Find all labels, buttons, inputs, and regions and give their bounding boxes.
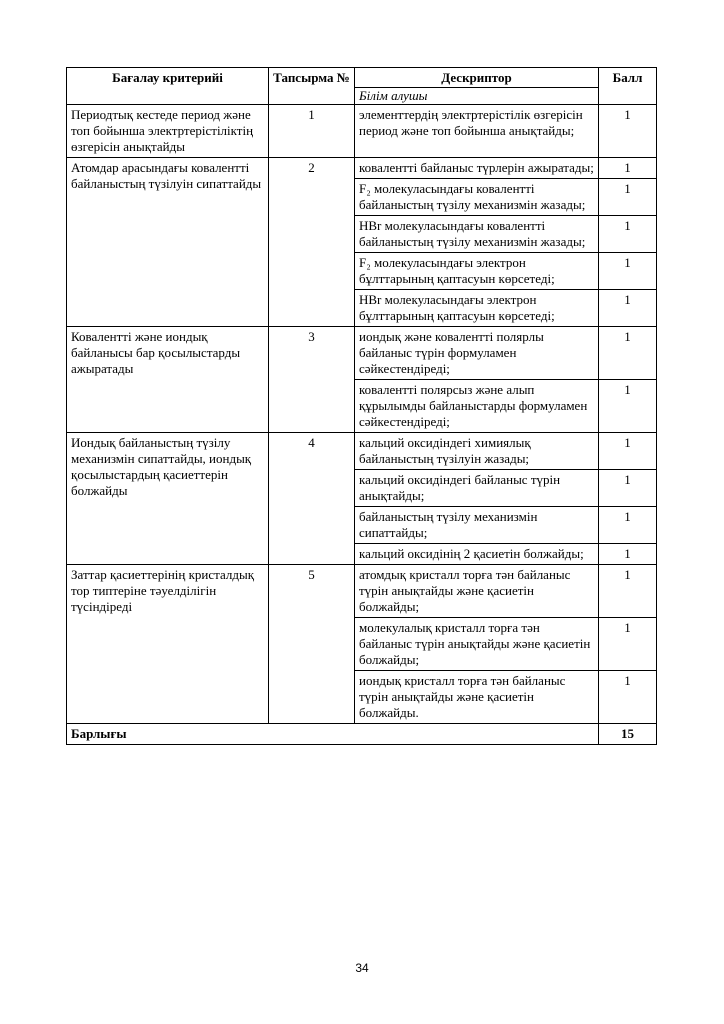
task-number-cell: 3	[269, 327, 355, 433]
score-cell: 1	[599, 433, 657, 470]
descriptor-cell: молекулалық кристалл торға тән байланыс түрін анықтайды және қасиетін болжайды;	[355, 618, 599, 671]
score-cell: 1	[599, 671, 657, 724]
page-number: 34	[355, 961, 369, 975]
descriptor-cell: байланыстың түзілу механизмін сипаттайды;	[355, 507, 599, 544]
descriptor-cell: элементтердің электртерістілік өзгерісін период және топ бойынша анықтайды;	[355, 105, 599, 158]
criterion-cell: Ковалентті және иондық байланысы бар қосылыстарды ажыратады	[67, 327, 269, 433]
score-cell: 1	[599, 470, 657, 507]
task-number-cell: 5	[269, 565, 355, 724]
descriptor-cell: F₂ молекуласындағы электрон бұлттарының қаптасуын көрсетеді;	[355, 253, 599, 290]
score-cell: 1	[599, 216, 657, 253]
header-descriptor: Дескриптор	[355, 68, 599, 88]
criterion-cell: Заттар қасиеттерінің кристалдық тор типтеріне тәуелділігін түсіндіреді	[67, 565, 269, 724]
task-number-cell: 4	[269, 433, 355, 565]
descriptor-cell: ковалентті полярсыз және алып құрылымды байланыстарды формуламен сәйкестендіреді;	[355, 380, 599, 433]
descriptor-cell: иондық және ковалентті полярлы байланыс түрін формуламен сәйкестендіреді;	[355, 327, 599, 380]
descriptor-cell: HBr молекуласындағы электрон бұлттарының қаптасуын көрсетеді;	[355, 290, 599, 327]
score-cell: 1	[599, 380, 657, 433]
total-row	[67, 724, 657, 745]
score-cell: 1	[599, 507, 657, 544]
header-task-number: Тапсырма №	[269, 68, 355, 105]
descriptor-cell: кальций оксидіндегі химиялық байланыстың түзілуін жазады;	[355, 433, 599, 470]
descriptor-cell: иондық кристалл торға тән байланыс түрін анықтайды және қасиетін болжайды.	[355, 671, 599, 724]
criterion-cell: Атомдар арасындағы ковалентті байланыстың түзілуін сипаттайды	[67, 158, 269, 327]
table-row	[67, 327, 657, 380]
score-cell: 1	[599, 105, 657, 158]
descriptor-cell: ковалентті байланыс түрлерін ажыратады;	[355, 158, 599, 179]
header-row	[67, 68, 657, 88]
rubric-table	[66, 67, 657, 745]
header-score: Балл	[599, 68, 657, 105]
descriptor-cell: кальций оксидінің 2 қасиетін болжайды;	[355, 544, 599, 565]
score-cell: 1	[599, 565, 657, 618]
score-cell: 1	[599, 253, 657, 290]
score-cell: 1	[599, 158, 657, 179]
header-descriptor-subtitle: Білім алушы	[355, 88, 599, 105]
criterion-cell: Периодтық кестеде период және топ бойынша электртерістіліктің өзгерісін анықтайды	[67, 105, 269, 158]
score-cell: 1	[599, 179, 657, 216]
descriptor-cell: атомдық кристалл торға тән байланыс түрін анықтайды және қасиетін болжайды;	[355, 565, 599, 618]
table-row	[67, 158, 657, 179]
descriptor-cell: F₂ молекуласындағы ковалентті байланыстың түзілу механизмін жазады;	[355, 179, 599, 216]
descriptor-cell: HBr молекуласындағы ковалентті байланыстың түзілу механизмін жазады;	[355, 216, 599, 253]
score-cell: 1	[599, 327, 657, 380]
task-number-cell: 1	[269, 105, 355, 158]
task-number-cell: 2	[269, 158, 355, 327]
score-cell: 1	[599, 544, 657, 565]
header-criterion: Бағалау критерийі	[67, 68, 269, 105]
total-score: 15	[599, 724, 657, 745]
table-row	[67, 565, 657, 618]
criterion-cell: Иондық байланыстың түзілу механизмін сипаттайды, иондық қосылыстардың қасиеттерін болжайды	[67, 433, 269, 565]
score-cell: 1	[599, 618, 657, 671]
descriptor-cell: кальций оксидіндегі байланыс түрін анықтайды;	[355, 470, 599, 507]
rubric-body	[67, 105, 657, 724]
total-label: Барлығы	[67, 724, 599, 745]
score-cell: 1	[599, 290, 657, 327]
table-row	[67, 105, 657, 158]
table-row	[67, 433, 657, 470]
